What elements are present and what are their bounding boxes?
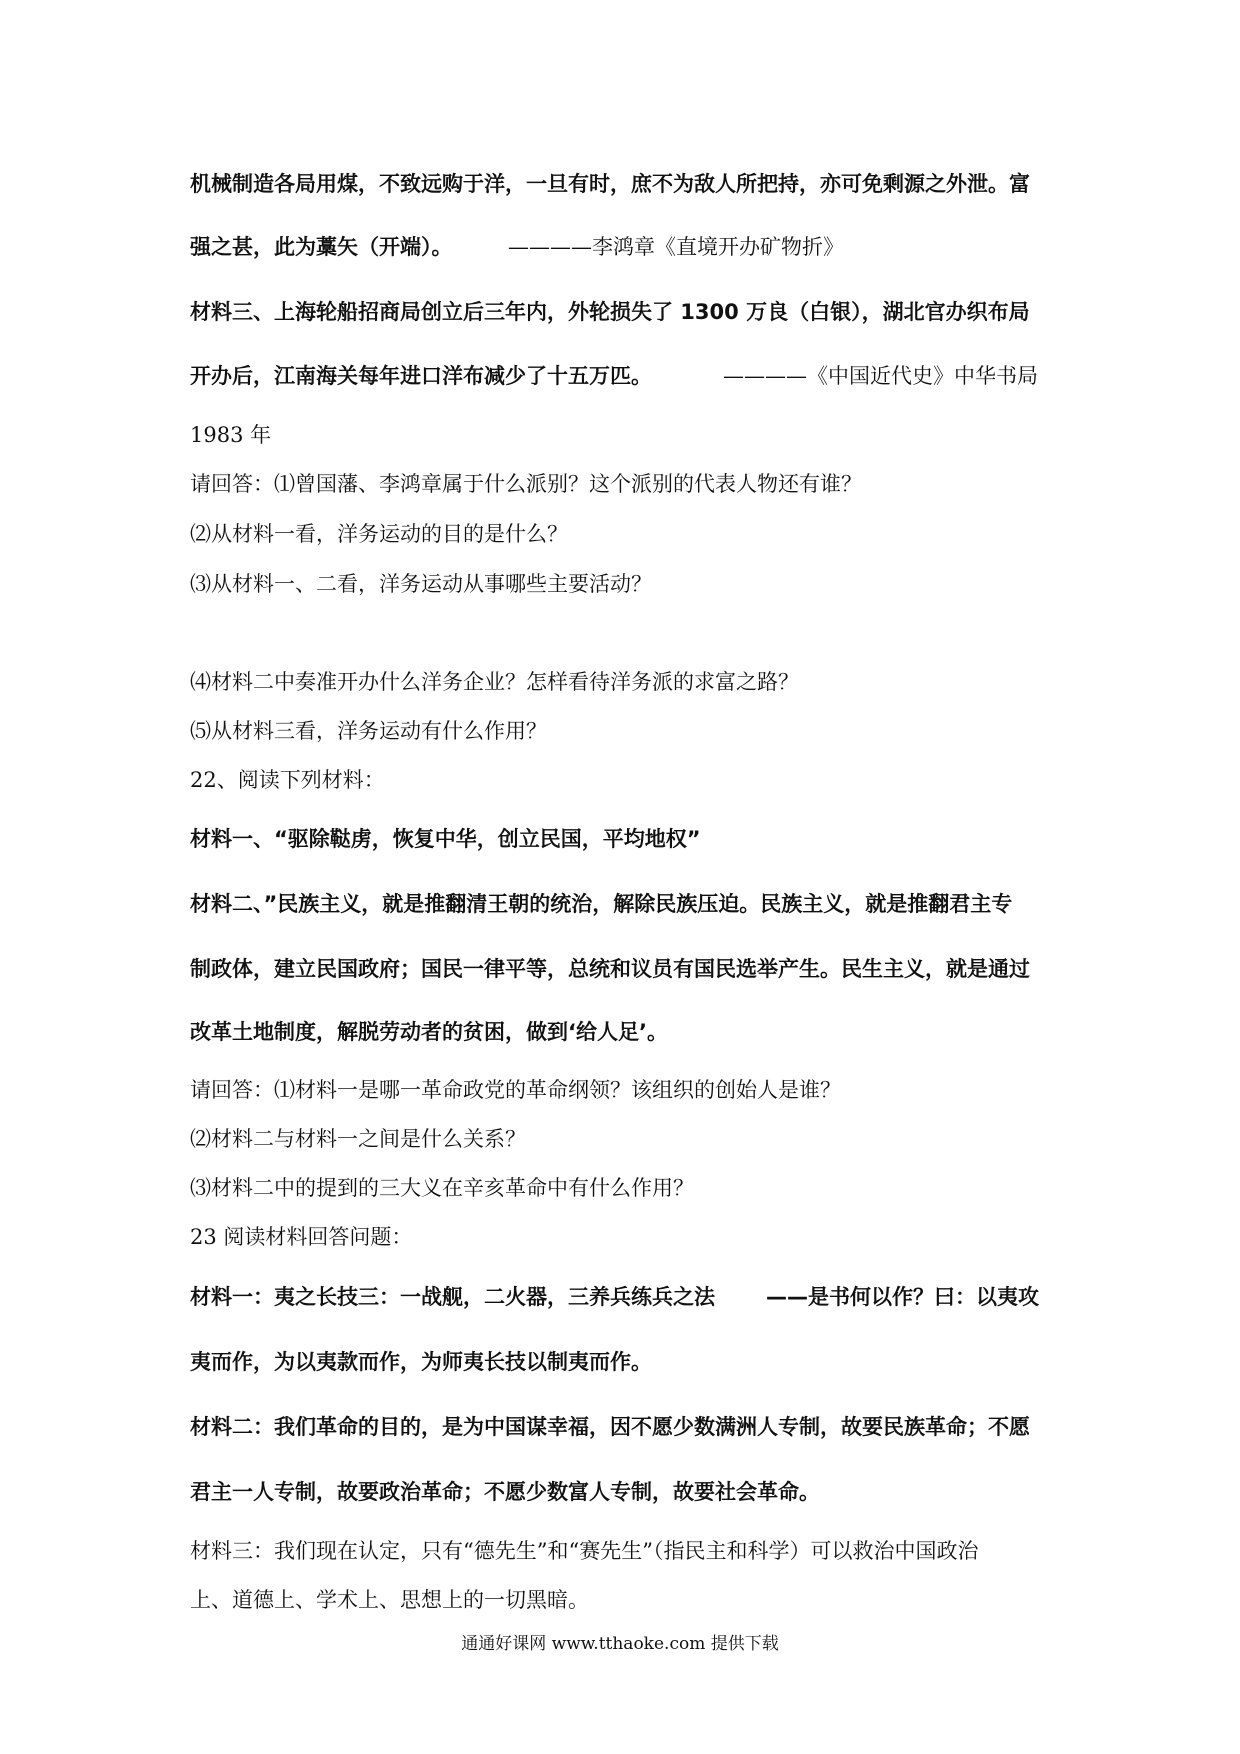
- question-line: ⑵从材料一看，洋务运动的目的是什么？: [190, 522, 568, 546]
- text-line: 材料一：夷之长技三：一战舰，二火器，三养兵练兵之法: [190, 1285, 715, 1309]
- source-citation: ————李鸿章《直境开办矿物折》: [508, 235, 844, 259]
- text-line: 机械制造各局用煤，不致远购于洋，一旦有时，庶不为敌人所把持，亦可免剩源之外泄。富: [190, 172, 1030, 196]
- text-line: 制政体，建立民国政府；国民一律平等，总统和议员有国民选举产生。民生主义，就是通过: [190, 957, 1030, 981]
- source-citation: ————《中国近代史》中华书局: [723, 364, 1038, 388]
- text-line: 改革土地制度，解脱劳动者的贫困，做到‘给人足’。: [190, 1020, 668, 1044]
- text-line: 开办后，江南海关每年进口洋布减少了十五万匹。: [190, 364, 652, 388]
- section-heading: 22、阅读下列材料：: [190, 768, 385, 792]
- text-line: 材料三、上海轮船招商局创立后三年内，外轮损失了 1300 万良（白银），湖北官办织布局: [190, 300, 1030, 324]
- question-line: ⑶材料二中的提到的三大义在辛亥革命中有什么作用？: [190, 1176, 694, 1200]
- question-line: ⑷材料二中奏准开办什么洋务企业？怎样看待洋务派的求富之路？: [190, 670, 799, 694]
- question-line: ⑶从材料一、二看，洋务运动从事哪些主要活动？: [190, 572, 652, 596]
- text-line: 君主一人专制，故要政治革命；不愿少数富人专制，故要社会革命。: [190, 1480, 820, 1504]
- question-line: 请回答：⑴曾国藩、李鸿章属于什么派别？这个派别的代表人物还有谁？: [190, 472, 862, 496]
- question-line: 请回答：⑴材料一是哪一革命政党的革命纲领？该组织的创始人是谁？: [190, 1078, 841, 1102]
- section-heading: 23 阅读材料回答问题：: [190, 1225, 413, 1249]
- text-line: 1983 年: [190, 423, 272, 447]
- text-line: 材料一、“驱除鞑虏，恢复中华，创立民国，平均地权”: [190, 827, 701, 851]
- text-line: ——是书何以作？曰：以夷攻: [766, 1285, 1039, 1309]
- text-line: 夷而作，为以夷款而作，为师夷长技以制夷而作。: [190, 1350, 652, 1374]
- text-line: 材料二、”民族主义，就是推翻清王朝的统治，解除民族压迫。民族主义，就是推翻君主专: [190, 892, 1013, 916]
- question-line: ⑸从材料三看，洋务运动有什么作用？: [190, 719, 547, 743]
- text-line: 材料三：我们现在认定，只有“德先生”和“赛先生”（指民主和科学）可以救治中国政治: [190, 1539, 979, 1563]
- text-line: 上、道德上、学术上、思想上的一切黑暗。: [190, 1588, 589, 1612]
- page-footer: 通通好课网 www.tthaoke.com 提供下载: [461, 1634, 779, 1654]
- question-line: ⑵材料二与材料一之间是什么关系？: [190, 1127, 526, 1151]
- text-line: 材料二：我们革命的目的，是为中国谋幸福，因不愿少数满洲人专制，故要民族革命；不愿: [190, 1415, 1030, 1439]
- text-line: 强之甚，此为藁矢（开端）。: [190, 235, 453, 259]
